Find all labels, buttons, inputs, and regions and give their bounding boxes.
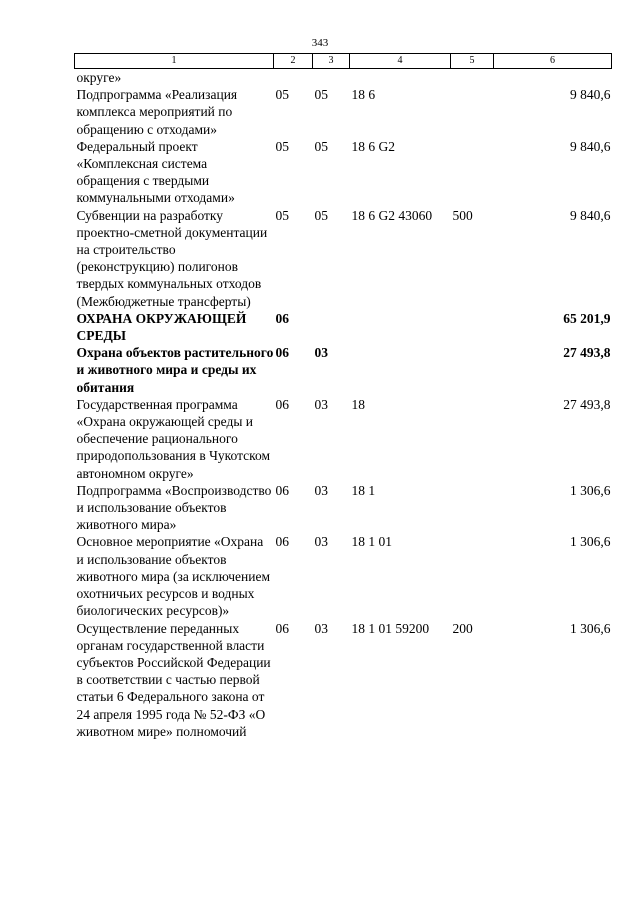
amount: 65 201,9 (563, 310, 611, 326)
target-article-code: 18 6 (351, 87, 376, 103)
subsection-code: 03 (314, 482, 328, 498)
row-name: Федеральный проект «Комплексная система обращения с твердыми коммунальными отходами» (76, 138, 235, 206)
expense-type-code (451, 396, 494, 482)
target-article-code: 18 (351, 396, 365, 412)
column-header: 3 (313, 54, 350, 69)
budget-table (74, 53, 612, 740)
page-number: 343 (311, 37, 329, 49)
table-row (75, 396, 612, 482)
column-header: 5 (451, 54, 494, 69)
column-header: 1 (75, 54, 274, 69)
target-article-code: 18 6 G2 43060 (351, 207, 433, 223)
section-code: 05 (275, 138, 289, 154)
table-row (75, 138, 612, 207)
section-code: 06 (275, 482, 289, 498)
expense-type-code (451, 69, 494, 87)
subsection-code: 03 (314, 396, 328, 412)
table-body (75, 69, 612, 740)
table-row (75, 344, 612, 396)
table-row (75, 86, 612, 138)
amount: 9 840,6 (570, 138, 611, 154)
section-code: 06 (275, 620, 289, 636)
subsection-code: 03 (314, 345, 328, 361)
amount: 1 306,6 (570, 534, 611, 550)
amount: 9 840,6 (570, 87, 611, 103)
row-name: Государственная программа «Охрана окружающей среды и обеспечение рационального природопользования в Чукотском автономном округе» (76, 396, 271, 481)
target-article-code: 18 1 (351, 482, 376, 498)
expense-type-code: 200 (452, 620, 473, 636)
row-name: Осуществление переданных органам государственной власти субъектов Российской Федерации в соответствии с частью первой статьи 6 Федерального закона от 24 апреля 1995 года № 52-ФЗ «О животном мире» полномочий (76, 620, 271, 739)
section-code (274, 69, 313, 87)
subsection-code: 03 (314, 620, 328, 636)
section-code: 06 (275, 310, 289, 326)
row-name: Подпрограмма «Реализация комплекса мероприятий по обращению с отходами» (76, 87, 238, 137)
section-code: 06 (275, 534, 289, 550)
section-code: 05 (275, 87, 289, 103)
subsection-code: 05 (314, 87, 328, 103)
expense-type-code (451, 533, 494, 619)
expense-type-code (451, 86, 494, 138)
target-article-code (350, 69, 451, 87)
expense-type-code (451, 482, 494, 534)
target-article-code: 18 1 01 (351, 534, 392, 550)
row-name: Субвенции на разработку проектно-сметной документации на строительство (реконструкцию) полигонов твердых коммунальных отходов (Межбюджетные трансферты) (76, 207, 268, 309)
table-row (75, 482, 612, 534)
amount: 1 306,6 (570, 482, 611, 498)
subsection-code: 05 (314, 207, 328, 223)
table-row (75, 69, 612, 87)
column-header: 6 (494, 54, 612, 69)
subsection-code: 03 (314, 534, 328, 550)
subsection-code (313, 310, 350, 344)
column-header: 4 (350, 54, 451, 69)
table-row (75, 620, 612, 740)
table-row (75, 207, 612, 310)
row-name: Охрана объектов растительного и животного мира и среды их обитания (76, 345, 274, 395)
target-article-code (350, 344, 451, 396)
expense-type-code (451, 138, 494, 207)
amount: 27 493,8 (563, 345, 611, 361)
section-code: 06 (275, 345, 289, 361)
amount: 9 840,6 (570, 207, 611, 223)
expense-type-code (451, 310, 494, 344)
target-article-code: 18 1 01 59200 (351, 620, 430, 636)
row-name: округе» (76, 70, 122, 85)
row-name: Подпрограмма «Воспроизводство и использование объектов животного мира» (76, 482, 272, 533)
row-name: Основное мероприятие «Охрана и использование объектов животного мира (за исключением охотничьих ресурсов и водных биологических ресурсов)» (76, 534, 271, 619)
amount: 1 306,6 (570, 620, 611, 636)
section-code: 06 (275, 396, 289, 412)
target-article-code: 18 6 G2 (351, 138, 395, 154)
row-name: ОХРАНА ОКРУЖАЮЩЕЙ СРЕДЫ (76, 310, 247, 344)
expense-type-code: 500 (452, 207, 473, 223)
subsection-code (313, 69, 350, 87)
table-row (75, 533, 612, 619)
column-header: 2 (274, 54, 313, 69)
amount: 27 493,8 (563, 396, 611, 412)
target-article-code (350, 310, 451, 344)
expense-type-code (451, 344, 494, 396)
subsection-code: 05 (314, 138, 328, 154)
column-number-row (75, 54, 612, 69)
section-code: 05 (275, 207, 289, 223)
amount (494, 69, 612, 87)
table-row (75, 310, 612, 344)
